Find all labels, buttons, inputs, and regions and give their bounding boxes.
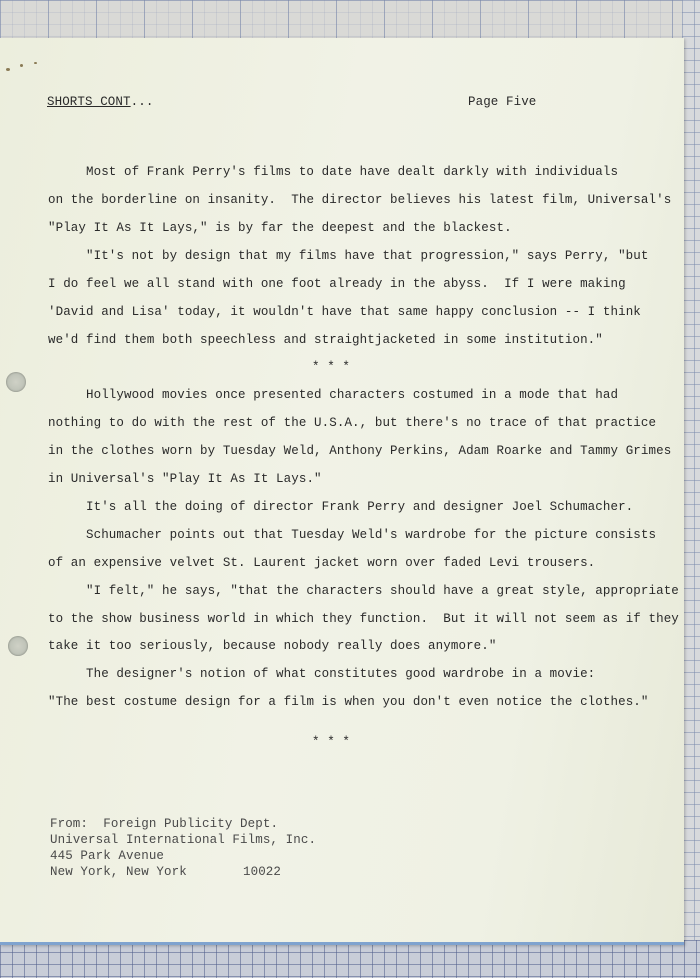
- typed-page: [0, 38, 684, 945]
- body-line: "I felt," he says, "that the characters should have a great style, appropriate: [86, 584, 679, 598]
- punch-hole-top: [6, 372, 26, 392]
- body-line: "Play It As It Lays," is by far the deepest and the blackest.: [48, 221, 512, 235]
- page-header: [47, 95, 153, 109]
- footer-company: Universal International Films, Inc.: [50, 833, 317, 847]
- stain-speck: [34, 62, 37, 64]
- footer-from-label: From:: [50, 817, 89, 831]
- stain-speck: [6, 68, 10, 71]
- footer-department: Foreign Publicity Dept.: [103, 817, 279, 831]
- body-line: Schumacher points out that Tuesday Weld's wardrobe for the picture consists: [86, 528, 657, 542]
- body-line: The designer's notion of what constitutes good wardrobe in a movie:: [86, 667, 596, 681]
- body-line: in the clothes worn by Tuesday Weld, Anthony Perkins, Adam Roarke and Tammy Grimes: [48, 444, 672, 458]
- body-line: "It's not by design that my films have that progression," says Perry, "but: [86, 249, 649, 263]
- footer-from-line: [50, 817, 278, 831]
- body-line: on the borderline on insanity. The director believes his latest film, Universal's: [48, 193, 672, 207]
- header-title-suffix: ...: [130, 95, 154, 109]
- body-line: to the show business world in which they function. But it will not seem as if they: [48, 612, 679, 626]
- footer-street: 445 Park Avenue: [50, 849, 165, 863]
- body-line: of an expensive velvet St. Laurent jacket worn over faded Levi trousers.: [48, 556, 596, 570]
- punch-hole-bottom: [8, 636, 28, 656]
- footer-city: New York, New York: [50, 865, 187, 879]
- footer-zip: 10022: [243, 865, 282, 879]
- body-line: take it too seriously, because nobody really does anymore.": [48, 639, 497, 653]
- body-line: Hollywood movies once presented characters costumed in a mode that had: [86, 388, 619, 402]
- body-line: Most of Frank Perry's films to date have dealt darkly with individuals: [86, 165, 619, 179]
- body-line: 'David and Lisa' today, it wouldn't have that same happy conclusion -- I think: [48, 305, 641, 319]
- graph-paper-bottom: [0, 940, 700, 978]
- stain-speck: [20, 64, 23, 67]
- body-line: I do feel we all stand with one foot already in the abyss. If I were making: [48, 277, 626, 291]
- page-number: Page Five: [468, 95, 537, 109]
- body-line: nothing to do with the rest of the U.S.A., but there's no trace of that practice: [48, 416, 657, 430]
- header-title: SHORTS CONT: [47, 95, 131, 109]
- section-divider: * * *: [312, 735, 351, 749]
- graph-paper-edge: [682, 0, 700, 978]
- section-divider: * * *: [312, 360, 351, 374]
- body-line: we'd find them both speechless and straightjacketed in some institution.": [48, 333, 603, 347]
- body-line: It's all the doing of director Frank Perry and designer Joel Schumacher.: [86, 500, 634, 514]
- body-line: "The best costume design for a film is when you don't even notice the clothes.": [48, 695, 649, 709]
- body-line: in Universal's "Play It As It Lays.": [48, 472, 322, 486]
